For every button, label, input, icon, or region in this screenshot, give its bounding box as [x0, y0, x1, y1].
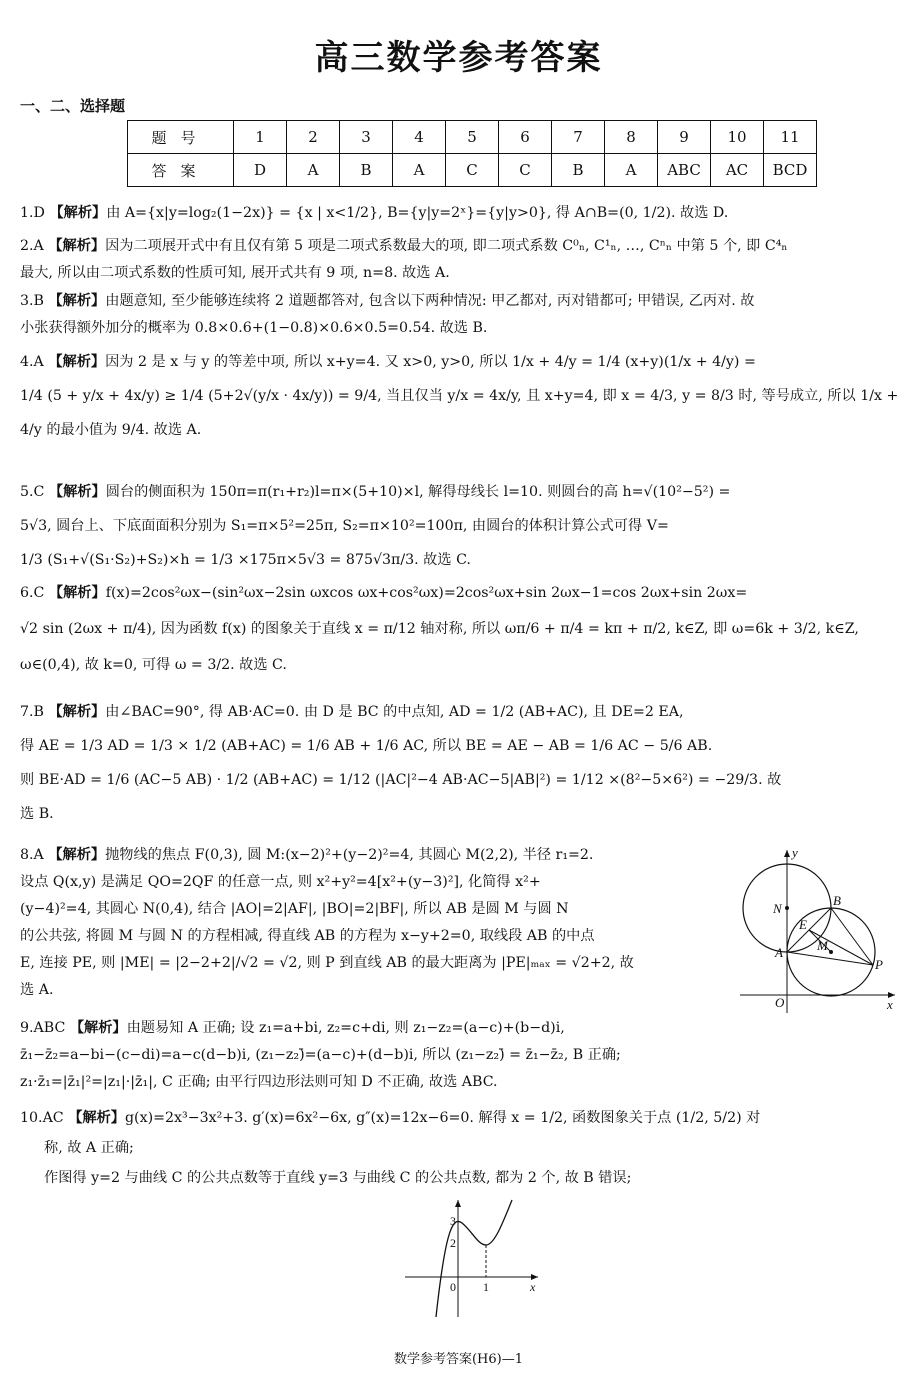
question-2	[20, 233, 900, 287]
solution-text: 抛物线的焦点 F(0,3), 圆 M:(x−2)²+(y−2)²=4, 其圆心 M(2,2), 半径 r₁=2.	[105, 847, 594, 863]
analysis-tag: 【解析】	[48, 484, 106, 500]
question-number: 5.C	[20, 484, 45, 500]
analysis-tag: 【解析】	[48, 238, 106, 254]
question-number: 1.D	[20, 205, 45, 221]
question-number: 6.C	[20, 585, 45, 601]
label-p: P	[875, 957, 883, 972]
page-title: 高三数学参考答案	[314, 38, 603, 78]
solution-text: 由题意知, 至少能够连续将 2 道题都答对, 包含以下两种情况: 甲乙都对, 丙对错都可; 甲错误, 乙丙对. 故	[105, 293, 755, 309]
solution-line	[20, 575, 900, 611]
label-y: y	[792, 845, 798, 860]
label-o: O	[775, 995, 785, 1010]
solution-line: 设点 Q(x,y) 是满足 QO=2QF 的任意一点, 则 x²+y²=4[x²+(y−3)²], 化简得 x²+	[20, 874, 541, 890]
label-n: N	[773, 901, 782, 916]
table-cell: 10	[711, 121, 764, 154]
solution-line: z̄₁−z̄₂=a−bi−(c−di)=a−c(d−b)i, (z₁−z₂)̄=(a−c)+(d−b)i, 所以 (z₁−z₂)̄ = z̄₁−z̄₂, B 正确;	[20, 1047, 621, 1063]
table-row-numbers	[128, 121, 817, 154]
point-n	[785, 906, 789, 910]
solution-line: 小张获得额外加分的概率为 0.8×0.6+(1−0.8)×0.6×0.5=0.54. 故选 B.	[20, 320, 488, 336]
y-axis-arrow	[455, 1200, 461, 1207]
solution-line	[20, 233, 900, 260]
question-1	[20, 200, 900, 227]
table-row-answers	[128, 154, 817, 187]
table-cell: B	[340, 154, 393, 187]
label-x: x	[530, 1280, 536, 1294]
analysis-tag: 【解析】	[69, 1020, 127, 1036]
solution-line: √2 sin (2ωx + π/4), 因为函数 f(x) 的图象关于直线 x = π/12 轴对称, 所以 ωπ/6 + π/4 = kπ + π/2, k∈Z, 即 ω=6k + 3/2, k∈Z,	[20, 621, 859, 637]
table-cell: 9	[658, 121, 711, 154]
section-heading: 一、二、选择题	[20, 97, 126, 115]
analysis-tag: 【解析】	[49, 205, 107, 221]
label-e: E	[799, 917, 807, 932]
cubic-graph	[400, 1195, 550, 1320]
analysis-tag: 【解析】	[48, 585, 106, 601]
question-4	[20, 345, 900, 447]
analysis-tag: 【解析】	[48, 704, 106, 720]
question-7	[20, 695, 900, 831]
question-6	[20, 575, 900, 683]
solution-line: 4/y 的最小值为 9/4. 故选 A.	[20, 422, 202, 438]
table-cell: AC	[711, 154, 764, 187]
table-cell: A	[287, 154, 340, 187]
solution-line	[20, 842, 720, 869]
table-cell: 11	[764, 121, 817, 154]
analysis-tag: 【解析】	[48, 354, 106, 370]
tick-1: 1	[483, 1280, 489, 1294]
solution-text: 由∠BAC=90°, 得 AB·AC=0. 由 D 是 BC 的中点知, AD = 1/2 (AB+AC), 且 DE=2 EA,	[105, 704, 684, 720]
solution-line	[20, 1103, 900, 1133]
solution-line: 最大, 所以由二项式系数的性质可知, 展开式共有 9 项, n=8. 故选 A.	[20, 265, 450, 281]
circle-diagram	[735, 845, 900, 1015]
table-cell: B	[552, 154, 605, 187]
question-number: 3.B	[20, 293, 44, 309]
solution-line: 作图得 y=2 与曲线 C 的公共点数等于直线 y=3 与曲线 C 的公共点数, 都为 2 个, 故 B 错误;	[44, 1170, 632, 1186]
table-cell: 8	[605, 121, 658, 154]
answer-table	[127, 120, 817, 187]
solution-line	[20, 475, 900, 509]
label-x: x	[887, 997, 893, 1012]
analysis-tag: 【解析】	[48, 293, 106, 309]
label-b: B	[833, 893, 841, 908]
solution-line	[20, 695, 900, 729]
label-m: M	[817, 938, 828, 953]
table-answer-label: 答案	[128, 154, 234, 187]
tick-0: 0	[450, 1280, 456, 1294]
table-cell: 3	[340, 121, 393, 154]
solution-text: 因为二项展开式中有且仅有第 5 项是二项式系数最大的项, 即二项式系数 C⁰ₙ, C¹ₙ, …, Cⁿₙ 中第 5 个, 即 C⁴ₙ	[105, 238, 788, 254]
table-cell: A	[393, 154, 446, 187]
table-cell: ABC	[658, 154, 711, 187]
solution-line	[20, 1015, 900, 1042]
solution-line: 选 B.	[20, 806, 54, 822]
solution-text: f(x)=2cos²ωx−(sin²ωx−2sin ωxcos ωx+cos²ωx)=2cos²ωx+sin 2ωx−1=cos 2ωx+sin 2ωx=	[105, 585, 748, 601]
table-cell: 7	[552, 121, 605, 154]
y-axis-arrow	[784, 850, 790, 857]
question-number: 7.B	[20, 704, 44, 720]
solution-line: E, 连接 PE, 则 |ME| = |2−2+2|/√2 = √2, 则 P 到直线 AB 的最大距离为 |PE|ₘₐₓ = √2+2, 故	[20, 955, 634, 971]
table-cell: 2	[287, 121, 340, 154]
solution-line: 1/3 (S₁+√(S₁·S₂)+S₂)×h = 1/3 ×175π×5√3 = 875√3π/3. 故选 C.	[20, 552, 471, 568]
solution-line	[20, 200, 900, 227]
question-8	[20, 842, 720, 1004]
solution-text: 由 A={x|y=log₂(1−2x)} = {x | x<1/2}, B={y|y=2ˣ}={y|y>0}, 得 A∩B=(0, 1/2). 故选 D.	[106, 205, 729, 221]
table-cell: 1	[234, 121, 287, 154]
table-cell: A	[605, 154, 658, 187]
question-number: 2.A	[20, 238, 44, 254]
question-5	[20, 475, 900, 577]
table-cell: D	[234, 154, 287, 187]
table-cell: C	[499, 154, 552, 187]
table-cell: 5	[446, 121, 499, 154]
solution-text: g(x)=2x³−3x²+3. g′(x)=6x²−6x, g″(x)=12x−6=0. 解得 x = 1/2, 函数图象关于点 (1/2, 5/2) 对	[124, 1110, 761, 1126]
solution-line	[20, 345, 900, 379]
table-cell: 4	[393, 121, 446, 154]
question-number: 4.A	[20, 354, 44, 370]
line-bp	[831, 908, 873, 965]
tick-2: 2	[450, 1236, 456, 1250]
question-9	[20, 1015, 900, 1096]
analysis-tag: 【解析】	[68, 1110, 125, 1126]
solution-line: 得 AE = 1/3 AD = 1/3 × 1/2 (AB+AC) = 1/6 AB + 1/6 AC, 所以 BE = AE − AB = 1/6 AC − 5/6 AB.	[20, 738, 713, 754]
solution-line: 1/4 (5 + y/x + 4x/y) ≥ 1/4 (5+2√(y/x · 4x/y)) = 9/4, 当且仅当 y/x = 4x/y, 且 x+y=4, 即 x = 4/3, y = 8/3 时, 等号成立, 所以 1/x +	[20, 388, 899, 404]
solution-text: 由题易知 A 正确; 设 z₁=a+bi, z₂=c+di, 则 z₁−z₂=(a−c)+(b−d)i,	[126, 1020, 565, 1036]
question-3	[20, 288, 900, 342]
table-cell: C	[446, 154, 499, 187]
solution-line: 则 BE·AD = 1/6 (AC−5 AB) · 1/2 (AB+AC) = 1/12 (|AC|²−4 AB·AC−5|AB|²) = 1/12 ×(8²−5×6²) = −29/3. 故	[20, 772, 782, 788]
question-number: 8.A	[20, 847, 44, 863]
question-number: 10.AC	[20, 1110, 64, 1126]
table-cell: BCD	[764, 154, 817, 187]
point-m	[829, 950, 833, 954]
question-10	[20, 1103, 900, 1193]
solution-line: 5√3, 圆台上、下底面面积分别为 S₁=π×5²=25π, S₂=π×10²=100π, 由圆台的体积计算公式可得 V=	[20, 518, 669, 534]
label-a: A	[775, 945, 783, 960]
analysis-tag: 【解析】	[48, 847, 106, 863]
solution-line: 称, 故 A 正确;	[44, 1140, 134, 1156]
table-cell: 6	[499, 121, 552, 154]
question-number: 9.ABC	[20, 1020, 66, 1036]
solution-line: z₁·z̄₁=|z̄₁|²=|z₁|·|z̄₁|, C 正确; 由平行四边形法则可知 D 不正确, 故选 ABC.	[20, 1074, 498, 1090]
tick-3: 3	[450, 1214, 456, 1228]
solution-line: (y−4)²=4, 其圆心 N(0,4), 结合 |AO|=2|AF|, |BO|=2|BF|, 所以 AB 是圆 M 与圆 N	[20, 901, 569, 917]
cubic-curve	[436, 1200, 512, 1317]
table-header-label: 题号	[128, 121, 234, 154]
solution-line: 选 A.	[20, 982, 54, 998]
solution-line	[20, 288, 900, 315]
solution-line: 的公共弦, 将圆 M 与圆 N 的方程相减, 得直线 AB 的方程为 x−y+2=0, 取线段 AB 的中点	[20, 928, 595, 944]
solution-text: 圆台的侧面积为 150π=π(r₁+r₂)l=π×(5+10)×l, 解得母线长 l=10. 则圆台的高 h=√(10²−5²) =	[105, 484, 731, 500]
solution-line: ω∈(0,4), 故 k=0, 可得 ω = 3/2. 故选 C.	[20, 657, 287, 673]
page-footer: 数学参考答案(H6)—1	[393, 1352, 524, 1367]
solution-text: 因为 2 是 x 与 y 的等差中项, 所以 x+y=4. 又 x>0, y>0, 所以 1/x + 4/y = 1/4 (x+y)(1/x + 4/y) =	[105, 354, 756, 370]
